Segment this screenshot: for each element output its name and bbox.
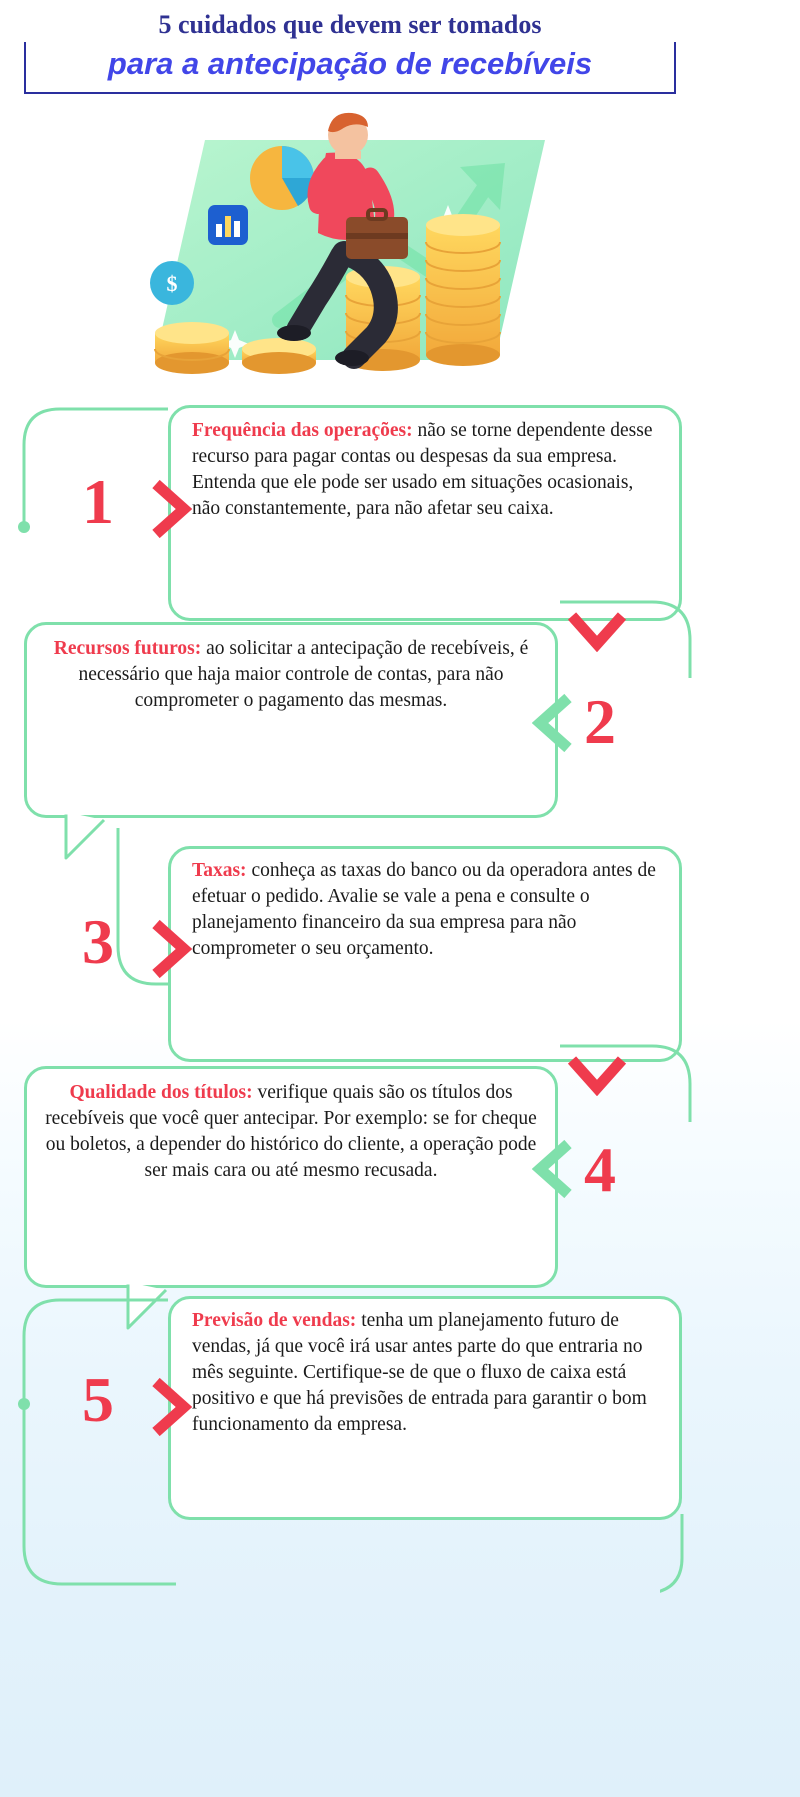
dollar-coin-icon — [150, 261, 194, 305]
title-line1-container — [24, 8, 676, 42]
step-3-number: 3 — [82, 906, 114, 977]
step-2-heading: Recursos futuros: — [53, 638, 202, 659]
step-3-text — [192, 858, 662, 962]
bar-chart-icon — [208, 205, 248, 245]
step-2-body: ao solicitar a antecipação de recebíveis, é necessário que haja maior controle de contas, para não comprometer o pagamento das mesmas. — [78, 638, 529, 711]
page-title-line1: 5 cuidados que devem ser tomados — [144, 10, 555, 40]
step-4-down-chevron-icon — [566, 1052, 628, 1096]
step-3-body: conheça as taxas do banco ou da operadora antes de efetuar o pedido. Avalie se vale a pena e consulte o planejamento financeiro da sua empresa para não comprometer o seu orçamento. — [192, 860, 656, 959]
pie-chart-icon — [250, 146, 314, 210]
step-3-chevron-icon — [148, 918, 192, 980]
page-title-line2: para a antecipação de recebíveis — [107, 46, 593, 81]
step-5-body: tenha um planejamento futuro de vendas, já que você irá usar antes parte do que entraria no mês seguinte. Certifique-se de que o fluxo de caixa está positivo e que há previsões de entrada para garantir o bom funcionamento da empresa. — [192, 1310, 647, 1435]
step-5-number: 5 — [82, 1364, 114, 1435]
step-5-text — [192, 1308, 662, 1438]
step-3-heading: Taxas: — [192, 860, 247, 881]
step-4-text — [44, 1080, 538, 1184]
connector-rail-5 — [18, 1296, 178, 1596]
step-1-text — [192, 418, 662, 522]
step-4-heading: Qualidade dos títulos: — [69, 1082, 253, 1103]
step-2-chevron-icon — [532, 692, 576, 754]
step-1-heading: Frequência das operações: — [192, 420, 413, 441]
step-2-bubble-tail — [60, 810, 120, 862]
step-1-number: 1 — [82, 466, 114, 537]
step-4-number: 4 — [584, 1134, 616, 1205]
step-4-chevron-icon — [532, 1138, 576, 1200]
step-4-body: verifique quais são os títulos dos recebíveis que você quer antecipar. Por exemplo: se for cheque ou boletos, a depender do histórico do cliente, a operação pode ser mais cara ou até mesmo recusada. — [45, 1082, 537, 1181]
connector-rail-5-end — [660, 1510, 780, 1600]
step-5-heading: Previsão de vendas: — [192, 1310, 357, 1331]
step-1-body: não se torne dependente desse recurso para pagar contas ou despesas da sua empresa. Entenda que ele pode ser usado em situações ocasionais, não constantemente, para não afetar seu caixa. — [192, 420, 653, 519]
step-2-down-chevron-icon — [566, 608, 628, 652]
step-2-number: 2 — [584, 686, 616, 757]
hero-illustration — [130, 105, 570, 395]
step-1-chevron-icon — [148, 478, 192, 540]
step-2-text — [44, 636, 538, 714]
svg-text:$: $ — [166, 271, 178, 296]
